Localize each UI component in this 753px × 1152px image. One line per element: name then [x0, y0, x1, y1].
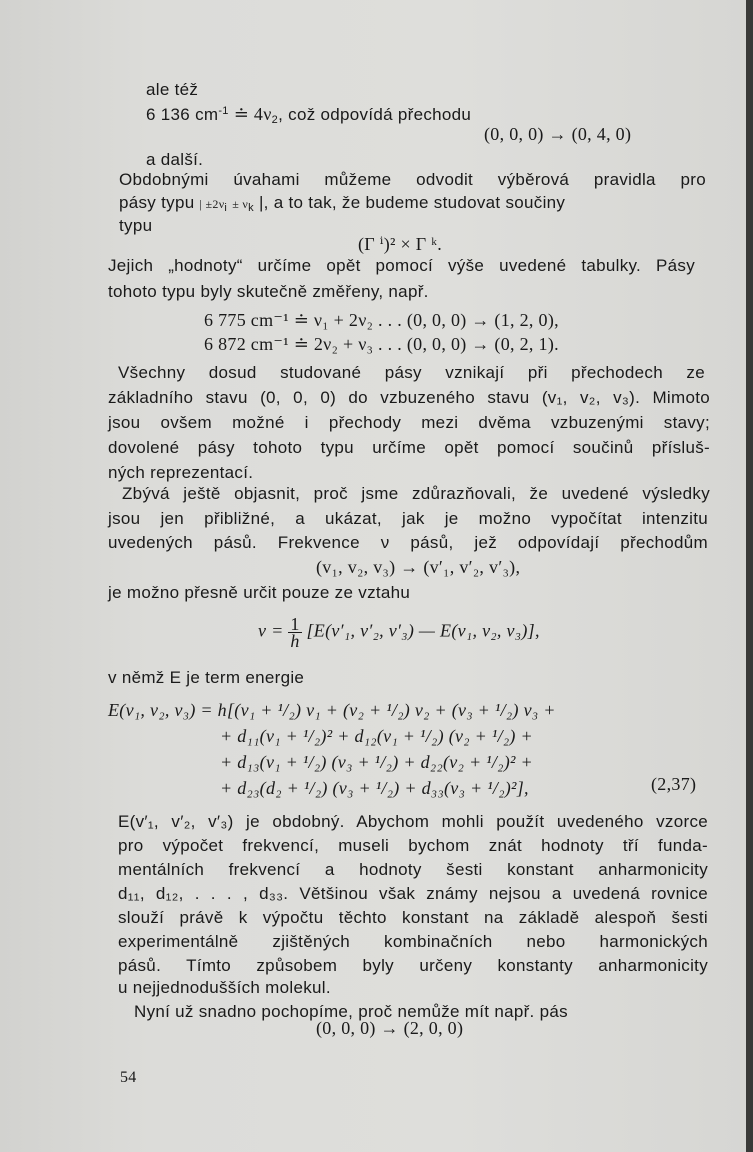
text-line: slouží právě k výpočtu těchto konstant na základě alespoň šesti [118, 908, 708, 927]
text-line: pásů. Tímto způsobem byly určeny konstanty anharmonicity [118, 956, 708, 975]
text-line: ale též [146, 80, 199, 99]
equation: (Γ ⁱ)² × Γ ᵏ. [358, 234, 443, 254]
text-line: je možno přesně určit pouze ze vztahu [108, 583, 411, 602]
text-line: mentálních frekvencí a hodnoty šesti konstant anharmonicity [118, 860, 708, 879]
text-line: Nyní už snadno pochopíme, proč nemůže mít např. pás [134, 1002, 568, 1021]
text-line: jsou jen přibližné, a ukázat, jak je možno vypočítat intenzitu [108, 509, 708, 528]
text-line: uvedených pásů. Frekvence ν pásů, jež odpovídají přechodům [108, 533, 708, 552]
text-line: Obdobnými úvahami můžeme odvodit výběrová pravidla pro [119, 170, 706, 189]
equation-line: 6 136 $cm^{-1}$ ≐ $4\nu_2$, což odpovídá přechodu [146, 104, 472, 126]
fraction [288, 616, 301, 649]
text-line: jsou ovšem možné i přechody mezi dvěma vzbuzenými stavy; [108, 413, 710, 432]
frequency-equation [258, 616, 540, 649]
equation-term: ≐ 4ν [233, 104, 272, 124]
text-line: E(v′₁, v′₂, v′₃) je obdobný. Abychom mohli použít uvedeného vzorce [118, 812, 708, 831]
text-line: Všechny dosud studované pásy vznikají při přechodech ze [118, 363, 705, 382]
text-line: Jejich „hodnoty“ určíme opět pomocí výše uvedené tabulky. Pásy [108, 256, 695, 275]
text-line: Zbývá ještě objasnit, proč jsme zdůrazňovali, že uvedené výsledky [122, 484, 710, 503]
text-line: d₁₁, d₁₂, . . . , d₃₃. Většinou však známy nejsou a uvedená rovnice [118, 884, 708, 903]
transition: (0, 0, 0) → (0, 4, 0) [484, 124, 632, 144]
text-line: a další. [146, 150, 204, 169]
transition: (v₁, v₂, v₃) → (v′₁, v′₂, v′₃), [316, 557, 521, 577]
text-line: pásy typu | $\pm 2\nu_i \pm \nu_k$ |, a to tak, že budeme studovat součiny [119, 193, 566, 214]
text-line: tohoto typu byly skutečně změřeny, např. [108, 282, 429, 301]
equation-term: [E(v′₁, v′₂, v′₃) — E(v₁, v₂, v₃)], [306, 620, 540, 641]
energy-equation-line: + d₁₃(v₁ + ¹/₂) (v₃ + ¹/₂) + d₂₂(v₂ + ¹/₂)² + [220, 752, 533, 772]
page-edge-shadow [746, 0, 753, 1152]
equation-term: | ±2ν [199, 197, 225, 211]
equation: 6 872 cm⁻¹ ≐ 2ν₂ + ν₃ . . . (0, 0, 0) → (0, 2, 1). [204, 334, 559, 354]
text-line: typu [119, 216, 153, 235]
equation: 6 775 cm⁻¹ ≐ ν₁ + 2ν₂ . . . (0, 0, 0) → (1, 2, 0), [204, 310, 559, 330]
page-number: 54 [120, 1069, 137, 1086]
text-fragment: pásy typu [119, 193, 195, 212]
text-line: ných reprezentací. [108, 463, 254, 482]
text-fragment: , což odpovídá přechodu [278, 105, 472, 124]
equation-term: ν = [258, 620, 284, 641]
energy-equation-line: + d₁₁(v₁ + ¹/₂)² + d₁₂(v₁ + ¹/₂) (v₂ + ¹/₂) + [220, 726, 533, 746]
fraction-denominator: h [290, 631, 300, 651]
text-line: dovolené pásy tohoto typu určíme opět pomocí součinů přísluš- [108, 438, 710, 457]
equation-number: (2,37) [651, 774, 697, 794]
transition: (0, 0, 0) → (2, 0, 0) [316, 1018, 464, 1038]
text-line: experimentálně zjištěných kombinačních nebo harmonických [118, 932, 708, 951]
wavenumber: 6 136 cm [146, 105, 219, 124]
text-line: základního stavu (0, 0, 0) do vzbuzeného stavu (v₁, v₂, v₃). Mimoto [108, 388, 710, 407]
text-line: v němž E je term energie [108, 668, 305, 687]
energy-equation-line: E(v₁, v₂, v₃) = h[(v₁ + ¹/₂) ν₁ + (v₂ + ¹/₂) ν₂ + (v₃ + ¹/₂) ν₃ + [108, 700, 556, 720]
text-line: u nejjednodušších molekul. [118, 978, 331, 997]
text-fragment: |, a to tak, že budeme studovat součiny [258, 193, 566, 212]
text-line: pro výpočet frekvencí, museli bychom znát hodnoty tří funda- [118, 836, 708, 855]
fraction-numerator: 1 [290, 614, 300, 634]
equation-term: ± ν [232, 197, 249, 211]
energy-equation-line: + d₂₃(d₂ + ¹/₂) (v₃ + ¹/₂) + d₃₃(v₃ + ¹/₂)²], [220, 778, 529, 798]
